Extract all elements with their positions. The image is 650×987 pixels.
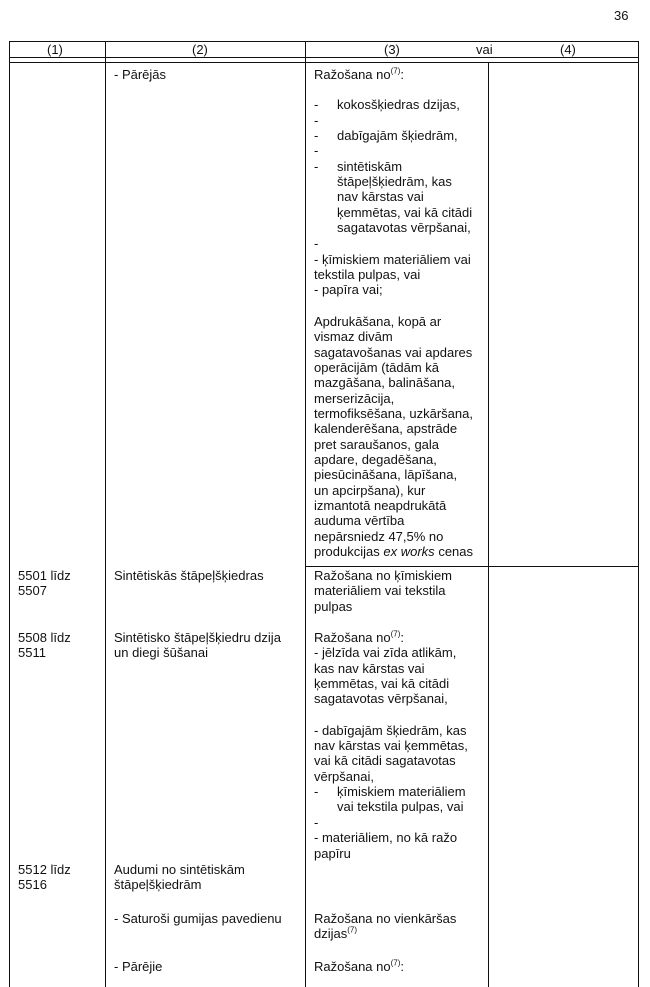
lead-text: Ražošana no (314, 959, 391, 974)
dash: - (314, 236, 319, 251)
row-5512-sub2-name: - Pārējie (114, 959, 163, 974)
header-col-3: (3) (384, 42, 400, 57)
colon: : (400, 67, 405, 82)
column-divider-1 (105, 41, 106, 987)
dash: - (314, 143, 319, 158)
row-5501-name: Sintētiskās štāpeļšķiedras (114, 568, 264, 583)
apdruk-8: kalenderēšana, apstrāde (314, 421, 458, 436)
row-parejas-lead (314, 67, 404, 82)
row-5501-text-1: Ražošana no ķīmiskiem (314, 568, 452, 583)
header-col-2: (2) (192, 42, 208, 57)
lead-text: Ražošana no (314, 67, 391, 82)
dash: - (314, 159, 319, 174)
item-sint-2: štāpeļšķiedrām, kas (337, 174, 452, 189)
row-5508-name-1: Sintētisko štāpeļšķiedru dzija (114, 630, 281, 645)
ex-works: ex works (383, 544, 435, 559)
header-double-border (9, 62, 638, 63)
dash: - (314, 97, 319, 112)
apdruk-11: piesūcināšana, lāpīšana, (314, 467, 458, 482)
colon: : (400, 959, 405, 974)
apdruk-1: Apdrukāšana, kopā ar (314, 314, 442, 329)
row-5501-code-2: 5507 (18, 583, 47, 598)
row-5508-d-2: papīru (314, 846, 351, 861)
apdruk-9: pret saraušanos, gala (314, 437, 440, 452)
dash: - (314, 784, 319, 799)
apdruk-13: izmantotā neapdrukātā (314, 498, 447, 513)
row-5508-code-2: 5511 (18, 645, 46, 660)
row-parejas-name: - Pārējās (114, 67, 167, 82)
apdruk-16-end: cenas (438, 544, 474, 559)
table-right-border (638, 41, 639, 987)
apdruk-10: apdare, degadēšana, (314, 452, 437, 467)
row-5508-b-4: vērpšanai, (314, 769, 374, 784)
apdruk-12: un apcirpšana), kur (314, 483, 426, 498)
lead-text: Ražošana no (314, 630, 391, 645)
header-col-4: (4) (560, 42, 576, 57)
row-5512-name-2: štāpeļšķiedrām (114, 877, 202, 892)
row-5508-lead (314, 630, 404, 645)
row-5508-a-3: ķemmētas, vai kā citādi (314, 676, 450, 691)
apdruk-3: sagatavošanas vai apdares (314, 345, 473, 360)
row-5512-name-1: Audumi no sintētiskām (114, 862, 245, 877)
footnote-ref: (7) (347, 925, 358, 935)
footnote-ref: (7) (390, 629, 401, 639)
item-sint-1: sintētiskām (337, 159, 403, 174)
row-5512-code-1: 5512 līdz (18, 862, 71, 877)
item-sint-4: ķemmētas, vai kā citādi (337, 205, 473, 220)
row-5508-c-1: ķīmiskiem materiāliem (337, 784, 466, 799)
row-5512-sub1-text-1: Ražošana no vienkāršas (314, 911, 457, 926)
page-number: 36 (614, 8, 629, 23)
item-sint-3: nav kārstas vai (337, 189, 424, 204)
apdruk-16 (314, 544, 473, 559)
row-5512-sub1-name: - Saturoši gumijas pavedienu (114, 911, 282, 926)
header-col-1: (1) (47, 42, 63, 57)
item-pap: - papīra vai; (314, 282, 383, 297)
row-5508-a-1: - jēlzīda vai zīda atlikām, (314, 645, 457, 660)
row-5501-top-border (305, 566, 638, 567)
row-5501-code-1: 5501 līdz (18, 568, 71, 583)
dash: - (314, 113, 319, 128)
apdruk-5: mazgāšana, balināšana, (314, 375, 455, 390)
colon: : (400, 630, 405, 645)
apdruk-14: auduma vērtība (314, 513, 405, 528)
table-top-border (9, 41, 638, 42)
apdruk-15: nepārsniedz 47,5% no (314, 529, 444, 544)
header-or: vai (476, 42, 493, 57)
item-kokos: kokosšķiedras dzijas, (337, 97, 460, 112)
apdruk-6: merserizācija, (314, 391, 395, 406)
row-5508-a-4: sagatavotas vērpšanai, (314, 691, 448, 706)
dash: - (314, 128, 319, 143)
apdruk-16-start: produkcijas (314, 544, 380, 559)
apdruk-7: termofiksēšana, uzkāršana, (314, 406, 473, 421)
row-5508-a-2: kas nav kārstas vai (314, 661, 425, 676)
row-5508-b-2: nav kārstas vai ķemmētas, (314, 738, 468, 753)
header-bottom-border (9, 57, 638, 58)
column-divider-2 (305, 41, 306, 987)
footnote-ref: (7) (390, 958, 401, 968)
item-kim-1: - ķīmiskiem materiāliem vai (314, 252, 471, 267)
row-5512-code-2: 5516 (18, 877, 47, 892)
item-sint-5: sagatavotas vērpšanai, (337, 220, 471, 235)
row-5508-name-2: un diegi šūšanai (114, 645, 208, 660)
row-5508-b-1: - dabīgajām šķiedrām, kas (314, 723, 467, 738)
row-5508-b-3: vai kā citādi sagatavotas (314, 753, 456, 768)
row-5512-sub1-text-2 (314, 926, 357, 941)
column-divider-3 (488, 62, 489, 987)
row-5501-text-2: materiāliem vai tekstila (314, 583, 446, 598)
apdruk-2: vismaz divām (314, 329, 393, 344)
row-5501-text-3: pulpas (314, 599, 353, 614)
row-5512-sub2-lead (314, 959, 404, 974)
apdruk-4: operācijām (tādām kā (314, 360, 439, 375)
text: dzijas (314, 926, 348, 941)
footnote-ref: (7) (390, 66, 401, 76)
row-5508-c-2: vai tekstila pulpas, vai (337, 799, 464, 814)
item-kim-2: tekstila pulpas, vai (314, 267, 421, 282)
table-left-border (9, 41, 10, 987)
row-5508-d-1: - materiāliem, no kā ražo (314, 830, 458, 845)
item-dabig: dabīgajām šķiedrām, (337, 128, 458, 143)
row-5508-code-1: 5508 līdz (18, 630, 71, 645)
dash: - (314, 815, 319, 830)
